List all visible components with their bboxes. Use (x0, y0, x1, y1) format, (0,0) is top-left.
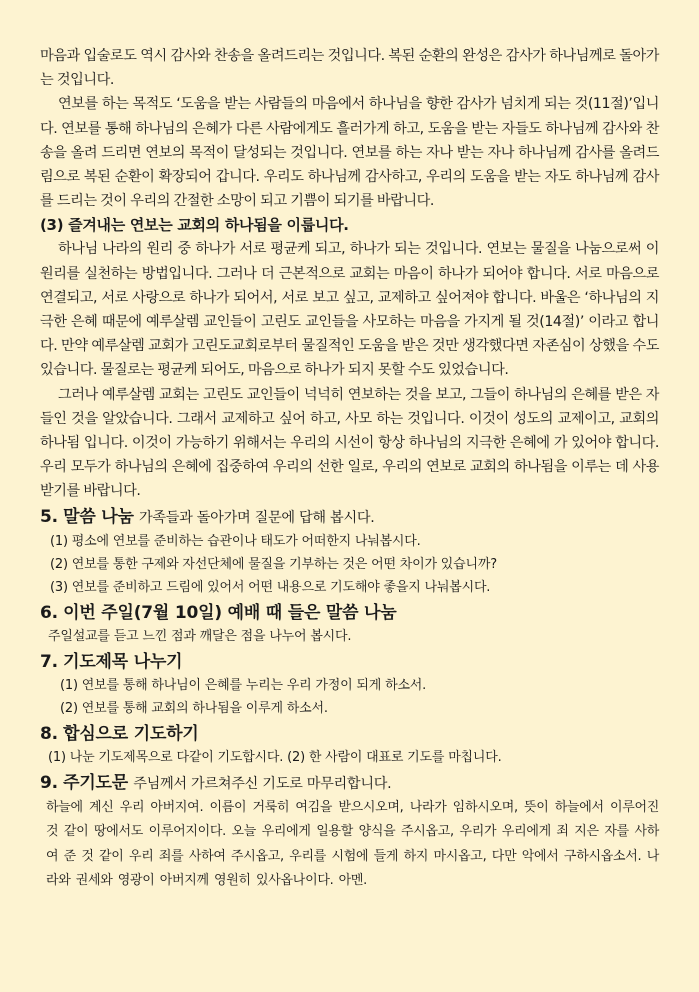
section-heading (40, 505, 659, 530)
lords-prayer-text: 하늘에 계신 우리 아버지여. 이름이 거룩히 여김을 받으시오며, 나라가 임하시오며, 뜻이 하늘에서 이루어진 것 같이 땅에서도 이루어지이다. 오늘 우리에게 일용할 양식을 주시옵고, 우리가 우리에게 죄 지은 자를 사하여 준 것 같이 우리 죄를 사하여 주시옵고, 우리를 시험에 들게 하지 마시옵고, 다만 악에서 구하시옵소서. 나라와 권세와 영광이 아버지께 영원히 있사옵나이다. 아멘. (46, 799, 659, 888)
section-title: 주기도문 (63, 772, 128, 793)
subheading-church-unity: (3) 즐겨내는 연보는 교회의 하나됨을 이룹니다. (40, 216, 349, 235)
section-sermon-sharing (40, 601, 659, 649)
section-heading (40, 722, 659, 746)
section-heading (40, 650, 659, 674)
prayer-topic-item: (1) 연보를 통해 하나님이 은혜를 누리는 우리 가정이 되게 하소서. (60, 677, 427, 693)
paragraph-offering-purpose: 연보를 하는 목적도 ‘도움을 받는 사람들의 마음에서 하나님을 향한 감사가 넘치게 되는 것(11절)’입니다. 연보를 통해 하나님의 은혜가 다른 사람에게도 흘러가게 하고, 도움을 받는 자들도 하나님께 감사와 찬송을 올려 드리면 연보의 목적이 달성되는 것입니다. 연보를 하는 자나 받는 자나 하나님께 감사를 올려드림으로 복된 순환이 확장되어 갑니다. 우리도 하나님께 감사하고, 우리의 도움을 받는 자도 하나님께 감사를 드리는 것이 우리의 간절한 소망이 되고 기쁨이 되기를 바랍니다. (40, 96, 659, 210)
section-prayer-topics (40, 650, 659, 721)
section-word-sharing (40, 505, 659, 600)
section-title: 합심으로 기도하기 (63, 723, 199, 744)
question-item: (2) 연보를 통한 구제와 자선단체에 물질을 기부하는 것은 어떤 차이가 있습니까? (50, 557, 497, 573)
section-lords-prayer (40, 771, 659, 894)
paragraph-jerusalem-church: 그러나 예루살렘 교회는 고린도 교인들이 넉넉히 연보하는 것을 보고, 그들이 하나님의 은혜를 받은 자들인 것을 알았습니다. 그래서 교제하고 싶어 하고, 사모 하는 것입니다. 이것이 성도의 교제이고, 교회의 하나됨 입니다. 이것이 가능하기 위해서는 우리의 시선이 항상 하나님의 지극한 은혜에 가 있어야 합니다. 우리 모두가 하나님의 은혜에 집중하여 우리의 선한 일로, 우리의 연보로 교회의 하나됨을 이루는 데 사용받기를 바랍니다. (40, 386, 659, 500)
section-number: 5. (40, 506, 58, 527)
section-number: 9. (40, 772, 58, 793)
section-title: 기도제목 나누기 (63, 651, 183, 672)
section-heading (40, 601, 659, 625)
prayer-topic-item: (2) 연보를 통해 교회의 하나됨을 이루게 하소서. (60, 701, 328, 717)
section-note: (1) 나눈 기도제목으로 다같이 기도합시다. (2) 한 사람이 대표로 기도를 마칩니다. (48, 749, 502, 765)
paragraph-gratitude-cycle: 마음과 입술로도 역시 감사와 찬송을 올려드리는 것입니다. 복된 순환의 완성은 감사가 하나님께로 돌아가는 것입니다. (40, 48, 659, 89)
paragraph-kingdom-principle: 하나님 나라의 원리 중 하나가 서로 평균케 되고, 하나가 되는 것입니다. 연보는 물질을 나눔으로써 이 원리를 실천하는 방법입니다. 그러나 더 근본적으로 교회는 마음이 하나가 되어야 합니다. 서로 마음으로 연결되고, 서로 사랑으로 하나가 되어서, 서로 보고 싶고, 교제하고 싶어져야 합니다. 바울은 ‘하나님의 지극한 은혜 때문에 예루살렘 교인들이 고린도 교인들을 사모하는 마음을 가지게 될 것(14절)’ 이라고 합니다. 만약 예루살렘 교회가 고린도교회로부터 물질적인 도움을 받은 것만 생각했다면 자존심이 상했을 수도 있습니다. 물질로는 평균케 되어도, 마음으로 하나가 되지 못할 수도 있었습니다. (40, 241, 659, 379)
section-title: 이번 주일(7월 10일) 예배 때 들은 말씀 나눔 (63, 602, 397, 623)
section-number: 7. (40, 651, 58, 672)
question-item: (3) 연보를 준비하고 드림에 있어서 어떤 내용으로 기도해야 좋을지 나눠봅시다. (50, 580, 491, 596)
section-heading (40, 771, 659, 796)
section-united-prayer (40, 722, 659, 770)
section-number: 8. (40, 723, 58, 744)
section-title: 말씀 나눔 (63, 506, 134, 527)
section-subtitle: 가족들과 돌아가며 질문에 답해 봅시다. (138, 509, 375, 526)
question-item: (1) 평소에 연보를 준비하는 습관이나 태도가 어떠한지 나눠봅시다. (50, 533, 421, 549)
section-note: 주일설교를 듣고 느낀 점과 깨달은 점을 나누어 봅시다. (48, 628, 352, 644)
section-subtitle: 주님께서 가르쳐주신 기도로 마무리합니다. (133, 775, 392, 792)
section-number: 6. (40, 602, 58, 623)
